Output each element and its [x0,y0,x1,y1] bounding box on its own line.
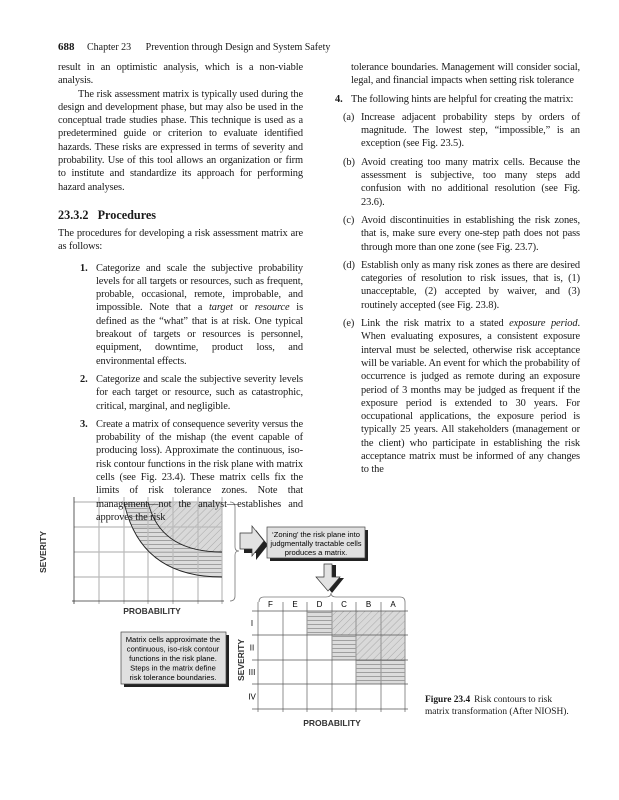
matrix-cell-horizontal [381,660,405,684]
list-number: 3. [80,418,88,430]
hint-label: (b) [343,156,355,168]
hint-text: Avoid creating too many matrix cells. Because the assessment is subjective, too many steps add confusion with no additional resolution (see Fig. 23.6). [361,156,580,208]
matrix-callout [121,632,229,687]
matrix-y-label: SEVERITY [236,638,246,682]
hint-text: Establish only as many risk zones as there are desired categories of resolution to risk issues, that is, (1) unacceptable, (2) accepted by waiver, and (3) routinely accepted (see Fig. 23.8). [361,259,580,311]
emphasis: target [208,302,233,314]
matrix-row-label: IV [248,692,256,702]
caption-text: Risk contours to risk matrix transformation (After NIOSH). [425,695,569,717]
callout-line: judgmentally tractable cells [270,539,362,548]
callout-line: Steps in the matrix define [130,663,216,673]
matrix-cell-diagonal [332,611,356,635]
page-number: 688 [58,41,75,53]
hint-label: (d) [343,259,355,271]
list-text: Categorize and scale the subjective severity levels for each target or resource, such as catastrophic, critical, marginal, and negligible. [96,373,303,412]
hint-item [335,214,580,254]
hint-label: (a) [343,111,355,123]
chapter-title: Prevention through Design and System Safety [145,42,331,53]
matrix-cell-diagonal [381,635,405,660]
callout-line: ‘Zoning’ the risk plane into [272,530,360,539]
hint-item [335,111,580,151]
matrix-cell-horizontal [332,635,356,660]
callout-line: continuous, iso-risk contour [126,644,220,654]
contour-y-label: SEVERITY [38,530,48,574]
hint-item [335,156,580,209]
matrix-row-label: III [248,668,256,677]
matrix-column-label: B [365,600,372,609]
hint-text: Increase adjacent probability steps by orders of magnitude. The lowest step, “impossible,” is an exception (see Fig. 23.5). [361,111,580,150]
section-number: 23.3.2 [58,207,89,222]
paragraph: The procedures for developing a risk assessment matrix are as follows: [58,227,303,253]
paragraph: result in an optimistic analysis, which is a non-viable analysis. [58,62,303,87]
list-number: 2. [80,373,88,385]
hint-label: (e) [343,318,355,330]
list-item [58,373,303,413]
list-text: Categorize and scale the subjective probability levels for all targets or resources, such as frequent, probable, occasional, remote, improbable, and impossible. Note that a [96,262,303,314]
list-text: or [232,302,255,314]
emphasis: exposure period [509,318,578,330]
list-text: is defined as the “what” that is at risk. One typical breakout of targets or resources is personnel, equipment, downtime, product loss, and environmental effects. [96,302,304,367]
list-item [58,418,303,524]
right-arrow-icon [240,526,268,560]
figure-risk-contours [0,494,619,800]
zoning-callout [267,527,368,561]
matrix-cell-diagonal [381,611,405,635]
hint-text: Avoid discontinuities in establishing the risk zones, that is, make sure every one-step path does not pass through more than one zone (see Fig. 23.7). [361,214,580,253]
hint-item [335,259,580,312]
matrix-x-label: PROBABILITY [303,718,361,728]
list-item [335,93,580,106]
brace-icon [259,593,405,602]
list-text: Create a matrix of consequence severity versus the probability of the mishap (the event capable of producing loss). Approximate the continuous, iso-risk contour functions in the risk plane with matrix cells (see Fig. 23.4). These matrix cells fix the limits of risk tolerance zones. Note that management—not the analyst—establishes and approves the risk [96,418,303,523]
callout-line: risk tolerance boundaries. [129,673,217,682]
callout-line: produces a matrix. [284,548,348,557]
right-column [335,61,580,477]
list-number: 4. [335,93,343,105]
matrix-column-label: D [316,600,323,609]
caption-label: Figure 23.4 [425,695,471,705]
left-column [58,61,303,524]
matrix-row-label: II [249,643,255,653]
list-item [58,262,303,368]
matrix-row-label: I [250,619,254,628]
matrix-cell-horizontal [356,660,381,684]
running-header [58,41,330,53]
paragraph: tolerance boundaries. Management will consider social, legal, and financial impacts when setting risk tolerance [351,62,580,87]
callout-line: functions in the risk plane. [129,654,217,663]
hint-label: (c) [343,214,355,226]
list-text: The following hints are helpful for creating the matrix: [351,93,574,105]
matrix-cell-diagonal [356,635,381,660]
contour-x-label: PROBABILITY [123,606,181,616]
hint-text: Link the risk matrix to a stated [361,318,510,330]
list-number: 1. [80,262,88,274]
hint-text: . When evaluating exposures, a consistent exposure interval must be selected, otherwise risk acceptance will be variable. An event for which the probability of occurrence is judged as remote during an exposure period of 3 months may be judged as frequent if the exposure period is extended to 30 years. For occupational applications, the exposure period is typically 25 years. All stakeholders (management or the client) who participate in establishing the risk acceptance matrix must be informed of any changes to the [361,318,580,476]
matrix-cell-horizontal [307,611,332,635]
emphasis: resource [254,302,290,314]
chapter-label: Chapter 23 [87,42,132,53]
paragraph: The risk assessment matrix is typically used during the design and development phase, but may also be used in the conceptual trade studies phase. This technique is used as a predetermined guide or criterion to evaluate identified hazards. These risks are expressed in terms of severity and probability. Use of this tool allows an organization or firm to institute and standardize its approach for performing hazard analyses. [58,88,303,193]
matrix-column-label: A [390,600,396,609]
section-heading [58,208,303,222]
matrix-column-label: E [292,600,298,609]
callout-line: Matrix cells approximate the [125,635,221,644]
section-title: Procedures [97,207,157,222]
matrix-column-label: F [268,600,273,609]
down-arrow-icon [316,564,344,593]
risk-matrix [248,600,408,712]
matrix-cell-diagonal [356,611,381,635]
matrix-column-label: C [341,600,347,609]
hint-item [335,317,580,477]
